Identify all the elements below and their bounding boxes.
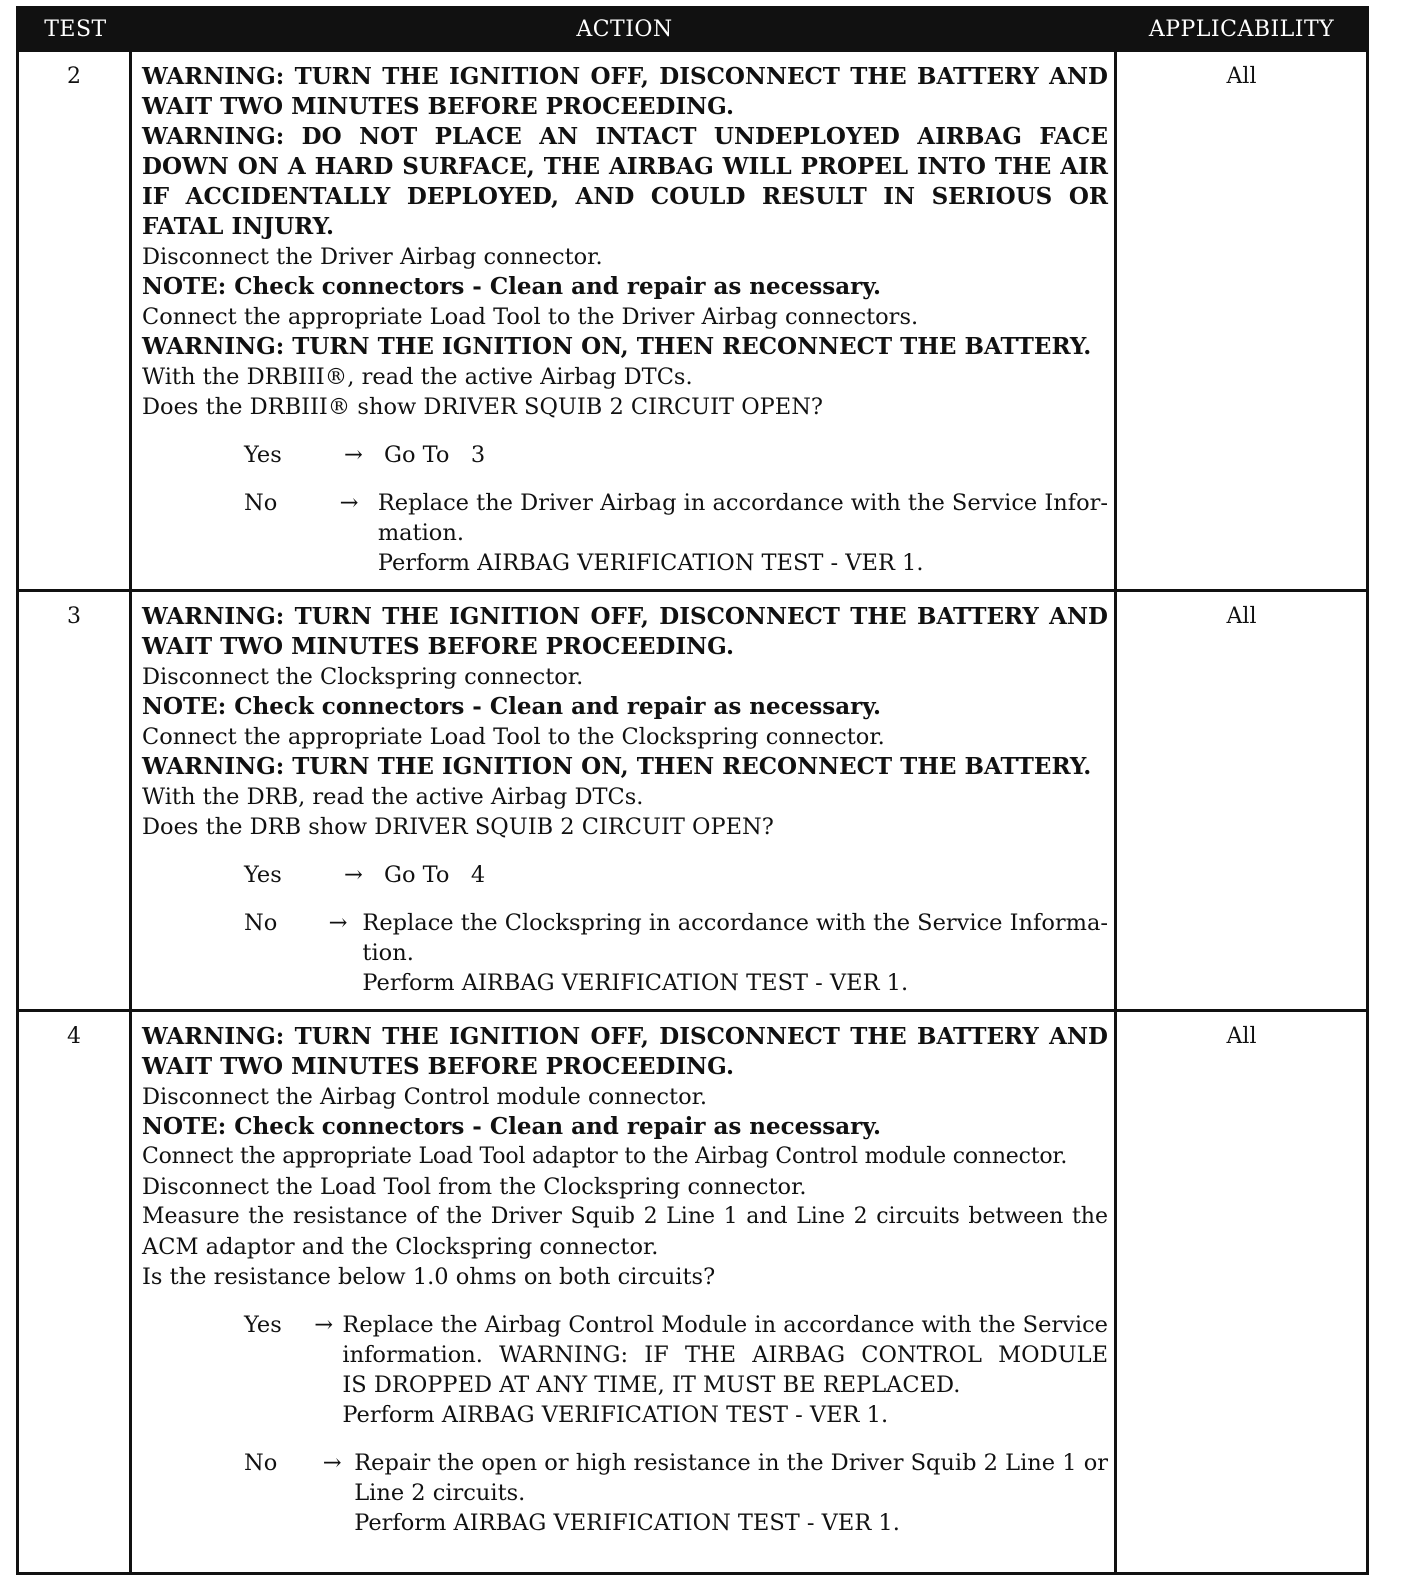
yes-action: Replace the Airbag Control Module in accordance with the Service (342, 1312, 1108, 1338)
instruction-text: Disconnect the Clockspring connector. (142, 664, 584, 690)
warning-text: WARNING: TURN THE IGNITION ON, THEN RECONNECT THE BATTERY. (142, 753, 1092, 780)
table-row (19, 1009, 1366, 1572)
no-action: tion. (362, 940, 414, 966)
header-test: TEST (44, 16, 107, 42)
action-cell (132, 1012, 1117, 1572)
warning-text: WARNING: TURN THE IGNITION ON, THEN RECONNECT THE BATTERY. (142, 333, 1092, 360)
arrow-icon: → (328, 910, 348, 936)
no-action: Line 2 circuits. (354, 1480, 526, 1506)
instruction-text: Measure the resistance of the Driver Squib 2 Line 1 and Line 2 circuits between the (142, 1204, 1108, 1229)
instruction-text: Disconnect the Load Tool from the Clockspring connector. (142, 1174, 807, 1200)
instruction-text: With the DRB, read the active Airbag DTCs. (142, 784, 644, 810)
warning-text: WARNING: DO NOT PLACE AN INTACT UNDEPLOYED AIRBAG FACE (142, 123, 1108, 150)
yes-action: IS DROPPED AT ANY TIME, IT MUST BE REPLACED. (342, 1372, 961, 1398)
warning-text: WARNING: TURN THE IGNITION OFF, DISCONNECT THE BATTERY AND (142, 603, 1108, 630)
yes-action: information. WARNING: IF THE AIRBAG CONTROL MODULE (342, 1342, 1108, 1368)
note-text: NOTE: Check connectors - Clean and repair as necessary. (142, 693, 881, 720)
arrow-icon: → (314, 1312, 334, 1338)
warning-text: WARNING: TURN THE IGNITION OFF, DISCONNECT THE BATTERY AND (142, 63, 1108, 90)
test-number: 3 (19, 592, 132, 1009)
instruction-text: Disconnect the Driver Airbag connector. (142, 244, 603, 270)
no-label: No (244, 910, 278, 936)
no-label: No (244, 490, 278, 516)
warning-text: DOWN ON A HARD SURFACE, THE AIRBAG WILL PROPEL INTO THE AIR (142, 153, 1108, 180)
test-number: 4 (19, 1012, 132, 1572)
no-branch (142, 1448, 1108, 1538)
warning-text: IF ACCIDENTALLY DEPLOYED, AND COULD RESULT IN SERIOUS OR (142, 183, 1108, 210)
warning-text: FATAL INJURY. (142, 213, 335, 240)
instruction-text: Connect the appropriate Load Tool to the Clockspring connector. (142, 724, 885, 750)
applicability: All (1226, 64, 1257, 89)
yes-action: Perform AIRBAG VERIFICATION TEST - VER 1. (342, 1402, 889, 1428)
arrow-icon: → (339, 490, 359, 516)
instruction-text: Connect the appropriate Load Tool to the Driver Airbag connectors. (142, 304, 919, 330)
table-row (19, 49, 1366, 589)
diagnostic-table (16, 6, 1369, 1575)
instruction-text: Connect the appropriate Load Tool adaptor to the Airbag Control module connector. (142, 1144, 1068, 1169)
instruction-text: Disconnect the Airbag Control module connector. (142, 1084, 708, 1110)
table-header (19, 9, 1366, 49)
arrow-icon: → (344, 442, 363, 468)
instruction-text: With the DRBIII®, read the active Airbag DTCs. (142, 364, 693, 390)
yes-branch (142, 440, 1108, 470)
no-action: Perform AIRBAG VERIFICATION TEST - VER 1. (377, 550, 924, 576)
no-action: Repair the open or high resistance in the Driver Squib 2 Line 1 or (354, 1450, 1108, 1476)
question-text: Does the DRB show DRIVER SQUIB 2 CIRCUIT OPEN? (142, 814, 774, 840)
no-action: Replace the Clockspring in accordance with the Service Informa- (362, 910, 1108, 936)
table-row (19, 589, 1366, 1009)
yes-action: Go To 3 (384, 442, 486, 468)
yes-label: Yes (244, 442, 282, 468)
yes-branch (142, 860, 1108, 890)
no-action: Replace the Driver Airbag in accordance with the Service Infor- (377, 490, 1108, 516)
no-label: No (244, 1450, 278, 1476)
no-action: mation. (377, 520, 464, 546)
action-cell (132, 52, 1117, 589)
yes-label: Yes (244, 862, 282, 888)
question-text: Does the DRBIII® show DRIVER SQUIB 2 CIRCUIT OPEN? (142, 394, 823, 420)
applicability: All (1226, 604, 1257, 629)
header-action: ACTION (576, 16, 673, 42)
no-branch (142, 488, 1108, 578)
note-text: NOTE: Check connectors - Clean and repair as necessary. (142, 1113, 881, 1140)
action-cell (132, 592, 1117, 1009)
note-text: NOTE: Check connectors - Clean and repair as necessary. (142, 273, 881, 300)
warning-text: WARNING: TURN THE IGNITION OFF, DISCONNECT THE BATTERY AND (142, 1023, 1108, 1050)
no-action: Perform AIRBAG VERIFICATION TEST - VER 1. (354, 1510, 900, 1536)
yes-label: Yes (244, 1312, 282, 1338)
applicability: All (1226, 1024, 1257, 1049)
header-applicability: APPLICABILITY (1148, 16, 1335, 42)
yes-branch (142, 1310, 1108, 1430)
test-number: 2 (19, 52, 132, 589)
no-action: Perform AIRBAG VERIFICATION TEST - VER 1. (362, 970, 909, 996)
arrow-icon: → (322, 1450, 342, 1476)
warning-text: WAIT TWO MINUTES BEFORE PROCEEDING. (142, 93, 734, 120)
instruction-text: ACM adaptor and the Clockspring connector. (142, 1234, 659, 1260)
arrow-icon: → (344, 862, 363, 888)
yes-action: Go To 4 (384, 862, 486, 888)
no-branch (142, 908, 1108, 998)
question-text: Is the resistance below 1.0 ohms on both circuits? (142, 1264, 716, 1290)
warning-text: WAIT TWO MINUTES BEFORE PROCEEDING. (142, 1053, 734, 1080)
warning-text: WAIT TWO MINUTES BEFORE PROCEEDING. (142, 633, 734, 660)
